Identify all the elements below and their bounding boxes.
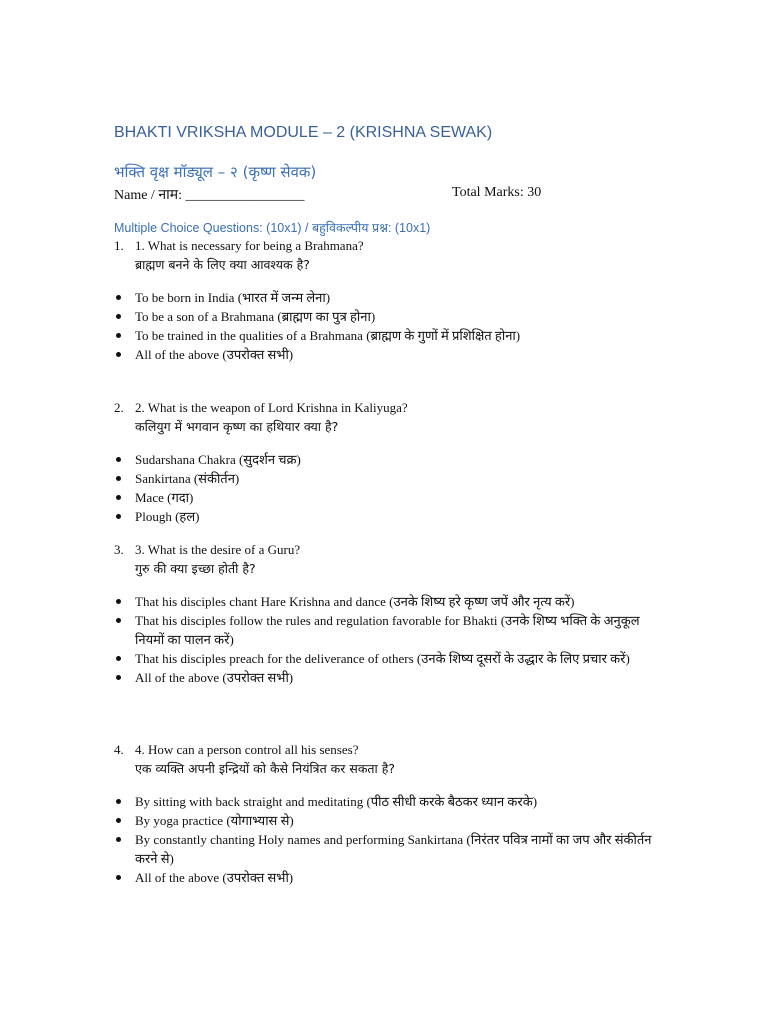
bullet-icon [116,656,121,661]
option-item [114,868,659,887]
option-item [114,326,659,345]
option-item [114,611,659,649]
question-1 [114,236,674,274]
bullet-icon [116,618,121,623]
document-title: BHAKTI VRIKSHA MODULE – 2 (KRISHNA SEWAK) [114,124,493,141]
bullet-icon [116,599,121,604]
total-marks: Total Marks: 30 [452,185,542,200]
option-text: That his disciples chant Hare Krishna and dance (उनके शिष्य हरे कृष्ण जपें और नृत्य करें) [135,594,575,609]
option-text: Sudarshana Chakra (सुदर्शन चक्र) [135,452,301,467]
question-number: 1. [114,238,124,253]
option-text: To be trained in the qualities of a Brahmana (ब्राह्मण के गुणों में प्रशिक्षित होना) [135,328,521,343]
option-text: All of the above (उपरोक्त सभी) [135,870,294,885]
question-4-options [114,792,659,887]
option-item [114,307,659,326]
bullet-icon [116,476,121,481]
section-heading: Multiple Choice Questions: (10x1) / बहुविकल्पीय प्रश्न: (10x1) [114,221,431,235]
question-text-hindi: कलियुग में भगवान कृष्ण का हथियार क्या है? [135,419,339,434]
question-4 [114,740,674,778]
option-item [114,668,659,687]
question-text: 3. What is the desire of a Guru? [135,542,301,557]
document-title-hindi: भक्ति वृक्ष मॉड्यूल – २ (कृष्ण सेवक) [114,163,317,181]
question-text: 2. What is the weapon of Lord Krishna in Kaliyuga? [135,400,408,415]
option-item [114,450,659,469]
bullet-icon [116,352,121,357]
option-text: Mace (गदा) [135,490,194,505]
bullet-icon [116,333,121,338]
bullet-icon [116,837,121,842]
option-item [114,507,659,526]
option-text: That his disciples preach for the deliverance of others (उनके शिष्य दूसरों के उद्धार के लिए प्रचार करें) [135,651,630,666]
question-number: 2. [114,400,124,415]
option-item [114,345,659,364]
question-number: 4. [114,742,124,757]
name-field-label: Name / नाम: _________________ [114,188,305,203]
option-text: All of the above (उपरोक्त सभी) [135,670,294,685]
option-text: To be born in India (भारत में जन्म लेना) [135,290,331,305]
question-text-hindi: एक व्यक्ति अपनी इन्द्रियों को कैसे नियंत्रित कर सकता है? [135,761,396,776]
option-item [114,469,659,488]
option-text: All of the above (उपरोक्त सभी) [135,347,294,362]
bullet-icon [116,818,121,823]
option-text: By sitting with back straight and meditating (पीठ सीधी करके बैठकर ध्यान करके) [135,794,538,809]
option-item [114,488,659,507]
option-text: Sankirtana (संकीर्तन) [135,471,240,486]
bullet-icon [116,799,121,804]
bullet-icon [116,295,121,300]
question-text: 1. What is necessary for being a Brahmana? [135,238,364,253]
option-text: To be a son of a Brahmana (ब्राह्मण का पुत्र होना) [135,309,376,324]
question-3-options [114,592,659,687]
option-item [114,649,659,668]
option-text: That his disciples follow the rules and regulation favorable for Bhakti (उनके शिष्य भक्ति के अनुकूल नियमों का पालन करें) [135,613,640,647]
option-text: Plough (हल) [135,509,200,524]
option-text: By yoga practice (योगाभ्यास से) [135,813,294,828]
bullet-icon [116,675,121,680]
bullet-icon [116,457,121,462]
option-item [114,792,659,811]
question-3 [114,540,674,578]
question-2-options [114,450,659,526]
bullet-icon [116,514,121,519]
bullet-icon [116,875,121,880]
option-item [114,830,659,868]
option-item [114,592,659,611]
question-text-hindi: गुरु की क्या इच्छा होती है? [135,561,256,576]
bullet-icon [116,314,121,319]
bullet-icon [116,495,121,500]
option-text: By constantly chanting Holy names and performing Sankirtana (निरंतर पवित्र नामों का जप और संकीर्तन करने से) [135,832,652,866]
question-number: 3. [114,542,124,557]
question-1-options [114,288,659,364]
question-text-hindi: ब्राह्मण बनने के लिए क्या आवश्यक है? [135,257,310,272]
option-item [114,811,659,830]
question-2 [114,398,674,436]
question-text: 4. How can a person control all his senses? [135,742,359,757]
option-item [114,288,659,307]
